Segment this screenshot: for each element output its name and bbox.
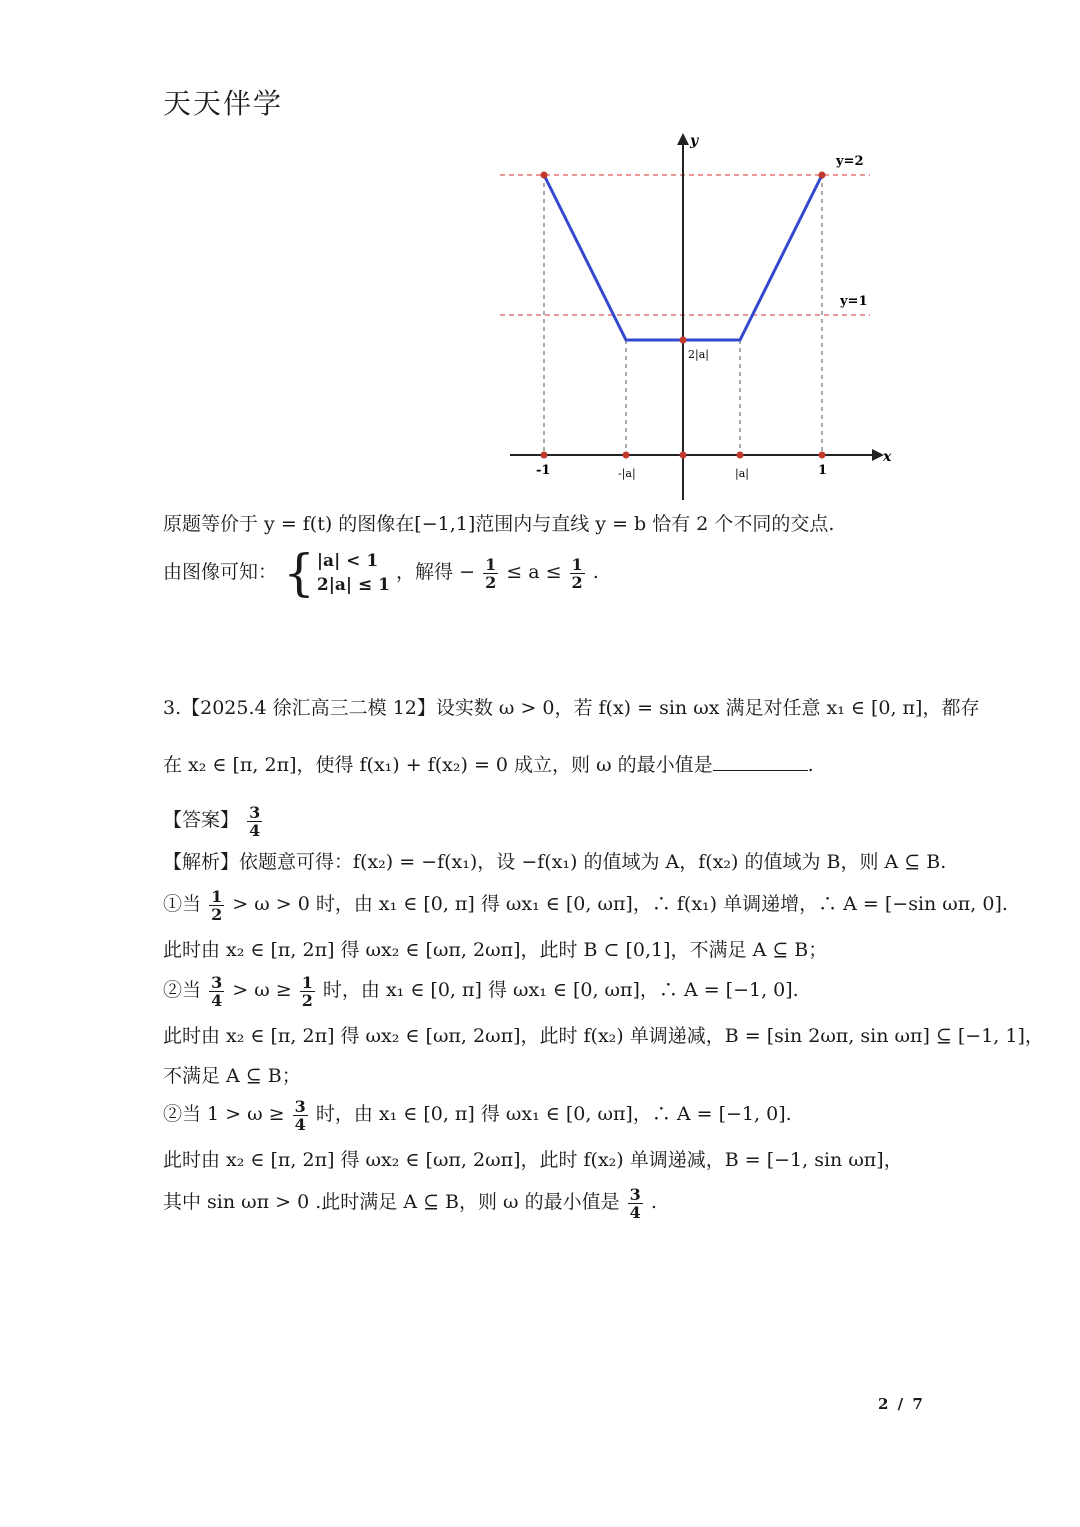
label-yint: 2|a| (688, 348, 709, 361)
p3-case1-line2: 此时由 x₂ ∈ [π, 2π] 得 ωx₂ ∈ [ωπ, 2ωπ]，此时 B ⊂ [0,1]，不满足 A ⊆ B； (163, 939, 828, 961)
y-axis-label: y (690, 133, 699, 149)
p3-case1: ①当 $\frac{1}{2}$ > ω > 0 时，由 x₁ ∈ [0, π] 得 ωx₁ ∈ [0, ωπ]，∴ f(x₁) 单调递增，∴ A = [−sin ωπ, 0]. (163, 886, 1008, 924)
point-origin (680, 452, 687, 459)
p3-case3: ②当 1 > ω ≥ $\frac{3}{4}$ 时，由 x₁ ∈ [0, π] 得 ωx₁ ∈ [0, ωπ]，∴ A = [−1, 0]. (163, 1096, 792, 1134)
p3-question-line1: 3.【2025.4 徐汇高三二模 12】设实数 ω > 0，若 f(x) = sin ωx 满足对任意 x₁ ∈ [0, π]，都存 (163, 697, 980, 719)
label-y2: y=2 (836, 154, 864, 169)
fraction-half-2: $\frac{1}{2}$ (571, 554, 583, 592)
point-top-left (541, 172, 548, 179)
point-top-right (819, 172, 826, 179)
inequality-system: { |a| < 1 2|a| ≤ 1 (283, 544, 390, 602)
answer-blank (713, 750, 808, 771)
p3-case2-line3: 不满足 A ⊆ B； (163, 1065, 301, 1087)
function-graph (490, 125, 910, 510)
p3-answer: 【答案】 $\frac{3}{4}$ (163, 802, 261, 840)
x-axis-label: x (883, 449, 892, 465)
p3-case3-line3: 其中 sin ωπ > 0 .此时满足 A ⊆ B，则 ω 的最小值是 $\frac{3}{4}$ . (163, 1184, 657, 1222)
tick-label-1: 1 (818, 463, 828, 478)
brand-title: 天天伴学 (163, 87, 284, 120)
answer-fraction: $\frac{3}{4}$ (249, 802, 261, 840)
point-x-pos-a (737, 452, 744, 459)
tick-label-pos-a: |a| (735, 467, 749, 480)
p2-line2: 由图像可知： { |a| < 1 2|a| ≤ 1 ，解得 − $\frac{1}{2}$ ≤ a ≤ $\frac{1}{2}$ . (163, 544, 599, 602)
point-x-neg-a (623, 452, 630, 459)
point-y-intercept (680, 337, 687, 344)
tick-label-neg-a: -|a| (618, 467, 636, 480)
page-number: 2 / 7 (878, 1395, 925, 1413)
p2-line1: 原题等价于 y = f(t) 的图像在[−1,1]范围内与直线 y = b 恰有 2 个不同的交点. (163, 513, 835, 535)
p3-case3-line2: 此时由 x₂ ∈ [π, 2π] 得 ωx₂ ∈ [ωπ, 2ωπ]，此时 f(x₂) 单调递减，B = [−1, sin ωπ]， (163, 1149, 903, 1171)
point-x-1 (819, 452, 826, 459)
p3-case2: ②当 $\frac{3}{4}$ > ω ≥ $\frac{1}{2}$ 时，由 x₁ ∈ [0, π] 得 ωx₁ ∈ [0, ωπ]，∴ A = [−1, 0]. (163, 972, 799, 1010)
p3-analysis-intro: 【解析】依题意可得：f(x₂) = −f(x₁)，设 −f(x₁) 的值域为 A，f(x₂) 的值域为 B，则 A ⊆ B. (163, 851, 947, 873)
point-x-neg1 (541, 452, 548, 459)
tick-label-neg1: -1 (536, 463, 551, 478)
y-axis-arrow (677, 133, 689, 145)
fraction-half: $\frac{1}{2}$ (485, 554, 497, 592)
p3-question-line2: 在 x₂ ∈ [π, 2π]，使得 f(x₁) + f(x₂) = 0 成立，则 ω 的最小值是 . (163, 750, 814, 779)
label-y1: y=1 (840, 294, 868, 309)
p3-case2-line2: 此时由 x₂ ∈ [π, 2π] 得 ωx₂ ∈ [ωπ, 2ωπ]，此时 f(x₂) 单调递减，B = [sin 2ωπ, sin ωπ] ⊆ [−1, 1]， (163, 1025, 1044, 1047)
